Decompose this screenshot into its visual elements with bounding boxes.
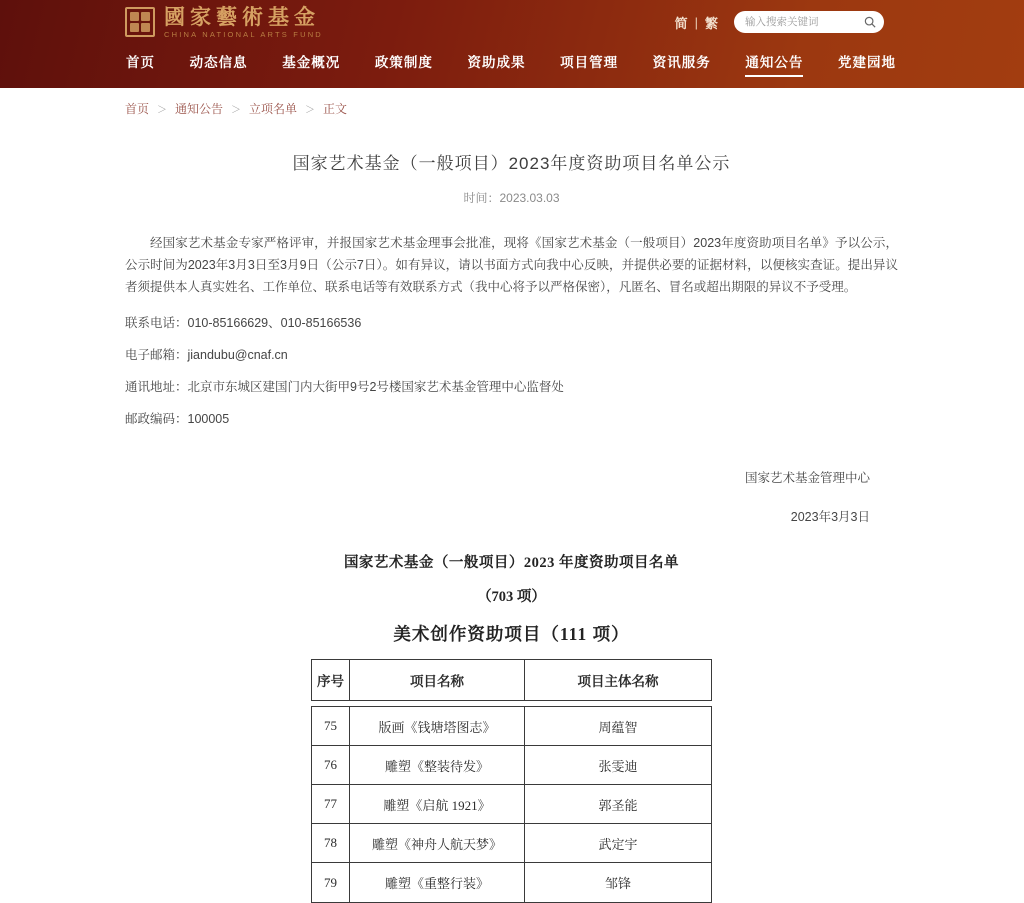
page-title: 国家艺术基金（一般项目）2023年度资助项目名单公示: [292, 154, 731, 173]
table-cell-no: 77: [312, 785, 350, 824]
publish-date: 时间：2023.03.03: [463, 191, 560, 205]
seal-icon: [125, 7, 155, 37]
lang-traditional-button[interactable]: 繁: [704, 15, 718, 31]
table-cell-owner: 武定宇: [525, 824, 711, 863]
contact-email: 电子邮箱：jiandubu@cnaf.cn: [125, 348, 288, 362]
nav-item-results[interactable]: 资助成果: [467, 55, 526, 70]
site-logo[interactable]: [125, 6, 323, 39]
column-header-no: 序号: [312, 660, 350, 700]
breadcrumb-separator: ＞: [157, 105, 168, 116]
table-cell-project: 版画《钱塘塔图志》: [350, 707, 525, 746]
logo-title: 國家藝術基金: [164, 4, 320, 29]
breadcrumb-separator: ＞: [231, 105, 242, 116]
table-cell-no: 78: [312, 824, 350, 863]
header-right: [675, 11, 884, 33]
breadcrumb: [125, 100, 1024, 117]
table-cell-no: 76: [312, 746, 350, 785]
lang-divider: |: [694, 14, 698, 30]
article: [125, 149, 898, 903]
breadcrumb-home[interactable]: 首页: [125, 102, 150, 116]
nav-item-notices[interactable]: 通知公告: [745, 51, 803, 77]
table-header-row: [311, 659, 712, 701]
search-icon[interactable]: [864, 16, 876, 28]
table-cell-owner: 邹锋: [604, 876, 631, 891]
language-toggle: [675, 13, 718, 32]
breadcrumb-list[interactable]: 立项名单: [249, 102, 298, 116]
search-box[interactable]: [734, 11, 884, 33]
nav-item-policy[interactable]: 政策制度: [374, 55, 433, 70]
table-body: [311, 706, 712, 903]
search-input[interactable]: [745, 16, 864, 28]
table-cell-project: 雕塑《启航 1921》: [350, 785, 525, 824]
nav-item-overview[interactable]: 基金概况: [282, 55, 341, 70]
table-cell-no: 79: [312, 863, 350, 902]
article-paragraph: 经国家艺术基金专家严格评审，并报国家艺术基金理事会批准，现将《国家艺术基金（一般项目）2023年度资助项目名单》予以公示，公示时间为2023年3月3日至3月9日（公示7日）。如有异议，请以书面方式向我中心反映，并提供必要的证据材料，以便核实查证。提出异议者须提供本人真实姓名、工作单位、联系电话等有效联系方式（我中心将予以严格保密），凡匿名、冒名或超出期限的异议不予受理。: [125, 236, 898, 294]
main-nav: [0, 40, 1024, 88]
document-section: [125, 551, 898, 903]
nav-item-news[interactable]: 动态信息: [189, 55, 248, 70]
contact-address: 通讯地址：北京市东城区建国门内大街甲9号2号楼国家艺术基金管理中心监督处: [125, 380, 564, 394]
logo-text: [164, 6, 323, 39]
contact-phone: 联系电话：010-85166629、010-85166536: [125, 316, 362, 330]
document-title: 国家艺术基金（一般项目）2023 年度资助项目名单: [343, 555, 680, 571]
column-header-owner: 项目主体名称: [577, 674, 659, 689]
nav-item-projects[interactable]: 项目管理: [560, 55, 619, 70]
table-cell-project: 雕塑《神舟人航天梦》: [350, 824, 525, 863]
breadcrumb-current: 正文: [323, 102, 348, 116]
breadcrumb-notices[interactable]: 通知公告: [175, 102, 224, 116]
nav-item-party[interactable]: 党建园地: [838, 55, 896, 70]
site-header: [0, 0, 1024, 88]
project-table: [311, 659, 712, 903]
signature-block: [125, 468, 898, 525]
lang-simplified-button[interactable]: 简: [674, 15, 688, 31]
breadcrumb-separator: ＞: [305, 105, 316, 116]
document-section-title: 美术创作资助项目（111 项）: [393, 624, 630, 644]
table-cell-project: 雕塑《重整行装》: [350, 863, 525, 902]
signature-date: 2023年3月3日: [790, 510, 870, 524]
header-top: [0, 0, 1024, 40]
table-cell-no: 75: [312, 707, 350, 746]
document-project-count: （703 项）: [477, 589, 546, 605]
table-cell-owner: 周蕴智: [525, 707, 711, 746]
logo-subtitle: CHINA NATIONAL ARTS FUND: [164, 29, 323, 39]
column-header-project: 项目名称: [350, 660, 525, 700]
nav-item-services[interactable]: 资讯服务: [652, 55, 711, 70]
table-cell-owner: 郭圣能: [525, 785, 711, 824]
signature-org: 国家艺术基金管理中心: [744, 471, 870, 485]
nav-item-home[interactable]: 首页: [126, 55, 155, 70]
contact-postcode: 邮政编码：100005: [125, 412, 230, 426]
table-cell-owner: 张雯迪: [525, 746, 711, 785]
table-cell-project: 雕塑《整装待发》: [350, 746, 525, 785]
